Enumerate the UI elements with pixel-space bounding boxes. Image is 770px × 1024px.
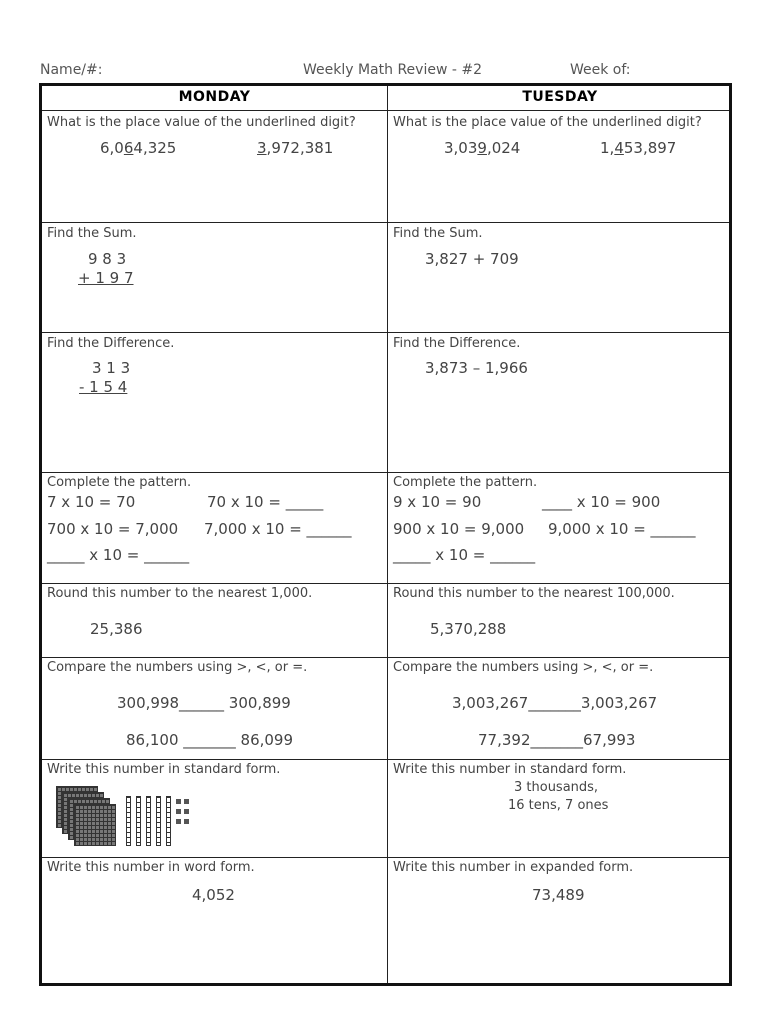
mon-place-value-number-2: 3,972,381 <box>257 139 334 157</box>
name-label: Name/#: <box>40 62 103 78</box>
mon-pattern-1a: 7 x 10 = 70 <box>47 493 136 511</box>
row-divider <box>42 110 729 111</box>
tue-pattern-question: Complete the pattern. <box>393 475 538 490</box>
mon-pattern-2a: 700 x 10 = 7,000 <box>47 520 179 538</box>
mon-place-value-question: What is the place value of the underlined digit? <box>47 115 356 130</box>
tue-standard-question: Write this number in standard form. <box>393 762 627 777</box>
tue-compare-question: Compare the numbers using >, <, or =. <box>393 660 654 675</box>
mon-compare-question: Compare the numbers using >, <, or =. <box>47 660 308 675</box>
tue-diff-question: Find the Difference. <box>393 336 521 351</box>
tue-standard-line-2: 16 tens, 7 ones <box>508 798 609 813</box>
mon-standard-question: Write this number in standard form. <box>47 762 281 777</box>
one-unit <box>184 809 189 814</box>
row-divider <box>42 332 729 333</box>
one-unit <box>184 819 189 824</box>
base-ten-blocks-image <box>56 786 196 846</box>
tuesday-heading: TUESDAY <box>522 89 598 105</box>
row-divider <box>42 657 729 658</box>
tue-sum-expression: 3,827 + 709 <box>425 250 519 268</box>
mon-round-number: 25,386 <box>90 620 143 638</box>
tue-place-value-question: What is the place value of the underlined digit? <box>393 115 702 130</box>
mon-sum-bottom: + 1 9 7 <box>78 269 134 287</box>
tue-expanded-number: 73,489 <box>532 886 585 904</box>
ten-rod <box>126 796 131 846</box>
row-divider <box>42 472 729 473</box>
mon-diff-top: 3 1 3 <box>92 359 131 377</box>
tue-compare-2: 77,392_______67,993 <box>478 731 636 749</box>
tue-round-question: Round this number to the nearest 100,000. <box>393 586 675 601</box>
mon-sum-top: 9 8 3 <box>88 250 127 268</box>
week-label: Week of: <box>570 62 631 78</box>
ten-rod <box>146 796 151 846</box>
mon-compare-1: 300,998______ 300,899 <box>117 694 291 712</box>
row-divider <box>42 222 729 223</box>
tue-standard-line-1: 3 thousands, <box>514 780 599 795</box>
mon-word-number: 4,052 <box>192 886 235 904</box>
mon-pattern-question: Complete the pattern. <box>47 475 192 490</box>
mon-pattern-2b: 7,000 x 10 = ______ <box>204 520 352 538</box>
tue-pattern-1b: ____ x 10 = 900 <box>542 493 661 511</box>
review-table <box>39 83 732 986</box>
mon-round-question: Round this number to the nearest 1,000. <box>47 586 313 601</box>
mon-sum-question: Find the Sum. <box>47 226 137 241</box>
tue-pattern-2b: 9,000 x 10 = ______ <box>548 520 696 538</box>
one-unit <box>176 799 181 804</box>
mon-pattern-3a: _____ x 10 = ______ <box>47 546 190 564</box>
one-unit <box>176 809 181 814</box>
tue-pattern-2a: 900 x 10 = 9,000 <box>393 520 525 538</box>
tue-expanded-question: Write this number in expanded form. <box>393 860 634 875</box>
mon-diff-bottom: - 1 5 4 <box>79 378 128 396</box>
ten-rod <box>156 796 161 846</box>
mon-pattern-1b: 70 x 10 = _____ <box>207 493 324 511</box>
column-divider <box>387 86 388 983</box>
ten-rod <box>166 796 171 846</box>
row-divider <box>42 857 729 858</box>
monday-heading: MONDAY <box>178 89 251 105</box>
one-unit <box>184 799 189 804</box>
tue-place-value-number-2: 1,453,897 <box>600 139 677 157</box>
worksheet-title: Weekly Math Review - #2 <box>303 62 482 78</box>
tue-pattern-1a: 9 x 10 = 90 <box>393 493 482 511</box>
tue-place-value-number-1: 3,039,024 <box>444 139 521 157</box>
tue-diff-expression: 3,873 – 1,966 <box>425 359 528 377</box>
mon-compare-2: 86,100 _______ 86,099 <box>126 731 294 749</box>
tue-round-number: 5,370,288 <box>430 620 507 638</box>
row-divider <box>42 759 729 760</box>
ten-rod <box>136 796 141 846</box>
tue-pattern-3a: _____ x 10 = ______ <box>393 546 536 564</box>
tue-sum-question: Find the Sum. <box>393 226 483 241</box>
thousand-cube <box>74 804 116 846</box>
tue-compare-1: 3,003,267_______3,003,267 <box>452 694 658 712</box>
one-unit <box>176 819 181 824</box>
mon-word-question: Write this number in word form. <box>47 860 255 875</box>
mon-diff-question: Find the Difference. <box>47 336 175 351</box>
mon-place-value-number-1: 6,064,325 <box>100 139 177 157</box>
row-divider <box>42 583 729 584</box>
